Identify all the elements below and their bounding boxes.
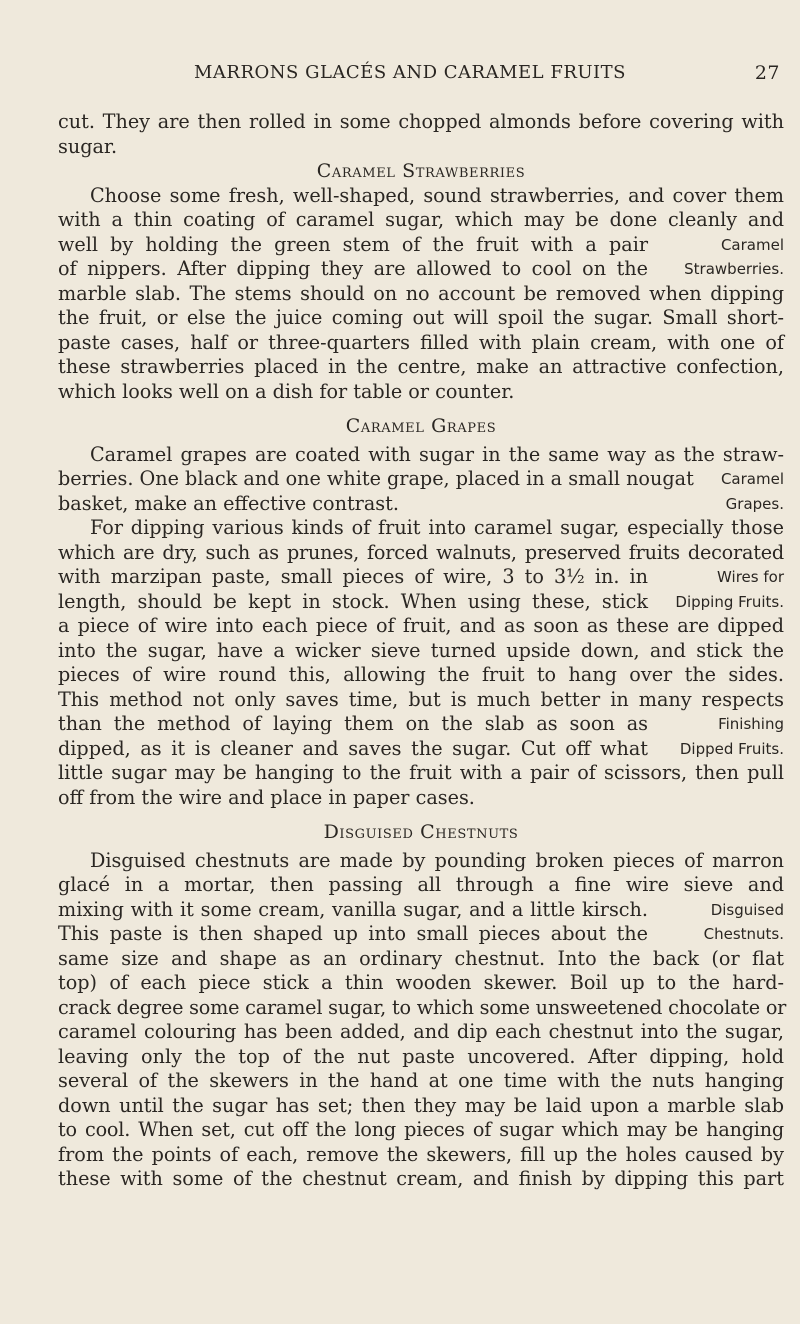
line-text: berries. One black and one white grape, placed in a small nougat (58, 467, 694, 490)
text-line (58, 1143, 784, 1168)
line-text: leaving only the top of the nut paste uncovered. After dipping, hold (58, 1044, 784, 1068)
line-text: off from the wire and place in paper cases. (58, 785, 475, 809)
text-line (58, 467, 784, 492)
text-line (58, 110, 784, 135)
line-text: This method not only saves time, but is much better in many respects (58, 687, 784, 711)
text-line (58, 873, 784, 898)
line-text: to cool. When set, cut off the long pieces of sugar which may be hanging (58, 1118, 784, 1141)
line-text: Caramel grapes are coated with sugar in the same way as the straw- (90, 442, 784, 466)
margin-note: Grapes. (725, 494, 784, 513)
line-text: dipped, as it is cleaner and saves the sugar. Cut off what (58, 736, 648, 760)
line-text: crack degree some caramel sugar, to which some unsweetened chocolate or (58, 995, 787, 1019)
line-text: For dipping various kinds of fruit into caramel sugar, especially those (90, 516, 784, 539)
text-line (58, 849, 784, 874)
line-text: top) of each piece stick a thin wooden skewer. Boil up to the hard- (58, 971, 784, 994)
margin-note: Dipping Fruits. (675, 592, 784, 611)
running-head (140, 62, 780, 86)
line-text: paste cases, half or three-quarters filled with plain cream, with one of (58, 330, 784, 354)
text-line (58, 688, 784, 713)
line-text: sugar. (58, 134, 118, 158)
line-text: which are dry, such as prunes, forced walnuts, preserved fruits decorated (58, 540, 784, 564)
line-text: into the sugar, have a wicker sieve turned upside down, and stick the (58, 638, 784, 662)
line-text: length, should be kept in stock. When using these, stick (58, 589, 648, 613)
line-text: cut. They are then rolled in some chopped almonds before covering with (58, 110, 784, 133)
text-line (58, 565, 784, 590)
text-line (58, 355, 784, 380)
margin-note: Dipped Fruits. (679, 739, 784, 758)
text-line (58, 590, 784, 615)
margin-note: Disguised (710, 900, 784, 919)
margin-note: Finishing (718, 715, 784, 733)
text-line (58, 233, 784, 258)
section-heading-disguised-chestnuts: Disguised Chestnuts (323, 821, 519, 843)
text-line (58, 922, 784, 947)
line-text: glacé in a mortar, then passing all through a fine wire sieve and (58, 873, 784, 896)
margin-note: Strawberries. (684, 260, 784, 278)
line-text: which looks well on a dish for table or counter. (58, 379, 515, 403)
line-text: these with some of the chestnut cream, and finish by dipping this part (58, 1167, 784, 1190)
line-text: little sugar may be hanging to the fruit with a pair of scissors, then pull (58, 761, 784, 784)
line-text: Choose some fresh, well-shaped, sound strawberries, and cover them (90, 183, 784, 207)
line-text: with marzipan paste, small pieces of wire, 3 to 3½ in. in (58, 565, 648, 588)
line-text: basket, make an effective contrast. (58, 491, 399, 515)
margin-note: Wires for (717, 568, 784, 586)
line-text: This paste is then shaped up into small pieces about the (58, 922, 648, 945)
text-line (58, 614, 784, 639)
text-line (58, 663, 784, 688)
section-heading-caramel-grapes: Caramel Grapes (345, 415, 497, 437)
text-line (58, 208, 784, 233)
margin-note: Chestnuts. (703, 925, 784, 943)
line-text: Disguised chestnuts are made by pounding broken pieces of marron (90, 848, 784, 872)
line-text: caramel colouring has been added, and dip each chestnut into the sugar, (58, 1020, 784, 1043)
text-line (58, 898, 784, 923)
line-text: a piece of wire into each piece of fruit, and as soon as these are dipped (58, 614, 784, 637)
text-line (58, 761, 784, 786)
running-title: MARRONS GLACÉS AND CARAMEL FRUITS (193, 62, 627, 83)
text-line (58, 1045, 784, 1070)
spacer (58, 810, 784, 820)
text-line (58, 737, 784, 762)
text-line (58, 1069, 784, 1094)
line-text: marble slab. The stems should on no account be removed when dipping (58, 281, 784, 305)
text-line (58, 135, 784, 160)
text-line (58, 257, 784, 282)
text-line (58, 331, 784, 356)
line-text: well by holding the green stem of the fruit with a pair (58, 232, 648, 256)
line-text: down until the sugar has set; then they may be laid upon a marble slab (58, 1093, 784, 1117)
text-line (58, 712, 784, 737)
line-text: several of the skewers in the hand at one time with the nuts hanging (58, 1069, 784, 1092)
text-line (58, 1094, 784, 1119)
line-text: with a thin coating of caramel sugar, which may be done cleanly and (58, 208, 784, 231)
text-line (58, 995, 787, 1021)
line-text: of nippers. After dipping they are allowed to cool on the (58, 257, 648, 280)
text-line (58, 541, 784, 566)
text-line (58, 492, 784, 517)
section-heading-caramel-strawberries: Caramel Strawberries (316, 160, 526, 182)
text-line (58, 786, 784, 811)
page-number: 27 (754, 62, 780, 84)
text-line (58, 282, 784, 307)
line-text: pieces of wire round this, allowing the fruit to hang over the sides. (58, 663, 784, 686)
text-line (58, 639, 784, 664)
line-text: mixing with it some cream, vanilla sugar, and a little kirsch. (58, 897, 648, 921)
line-text: from the points of each, remove the skewers, fill up the holes caused by (58, 1142, 784, 1166)
text-line (58, 443, 784, 468)
line-text: than the method of laying them on the slab as soon as (58, 712, 648, 735)
text-line (58, 1020, 784, 1045)
text-line (58, 516, 784, 541)
line-text: the fruit, or else the juice coming out will spoil the sugar. Small short- (58, 306, 784, 329)
text-line (58, 380, 784, 405)
text-line (58, 306, 784, 331)
body-text (58, 110, 787, 1192)
text-line (58, 1118, 784, 1143)
text-line (58, 1167, 784, 1192)
line-text: same size and shape as an ordinary chestnut. Into the back (or flat (58, 946, 784, 970)
text-line (58, 947, 784, 972)
spacer (58, 404, 784, 414)
line-text: these strawberries placed in the centre, make an attractive confection, (58, 355, 784, 378)
text-line (58, 971, 784, 996)
margin-note: Caramel (720, 235, 784, 254)
margin-note: Caramel (720, 470, 784, 488)
text-line (58, 184, 784, 209)
